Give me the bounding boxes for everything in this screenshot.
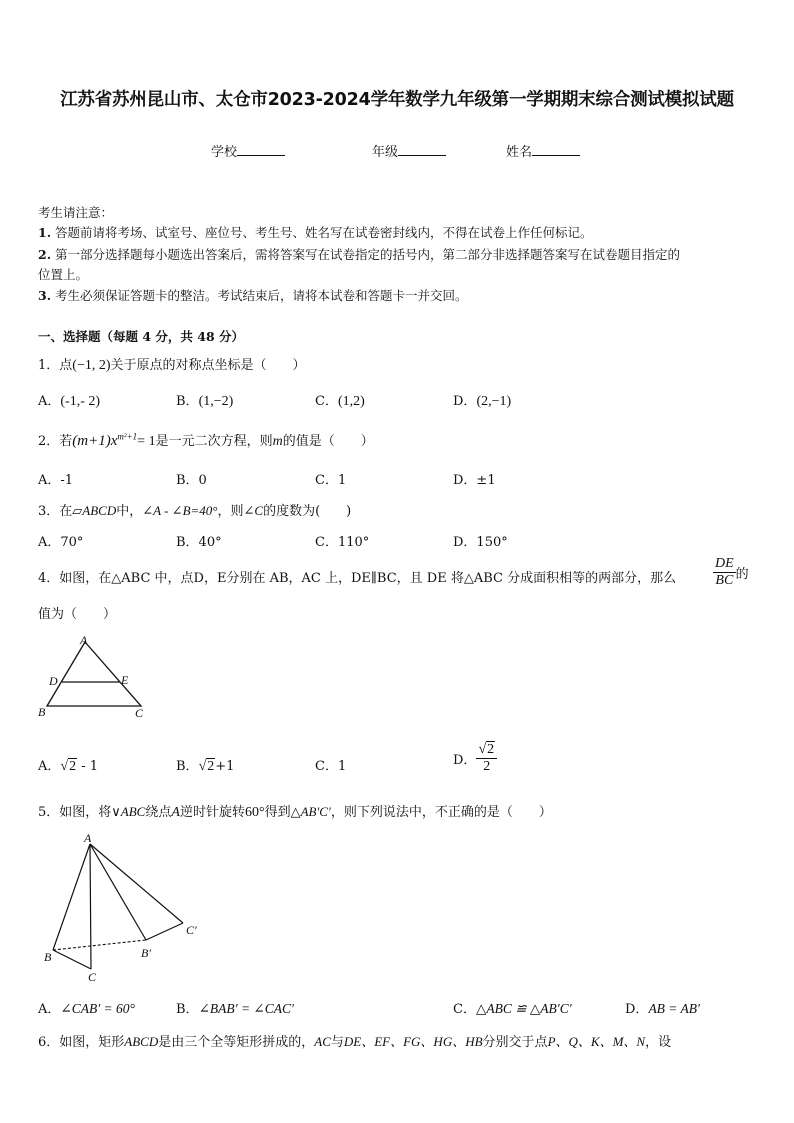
label-e: E <box>121 673 129 687</box>
q4-fraction: $\frac{DE}{BC}$ 的 <box>715 556 749 588</box>
question-4: 4．如图，在△ABC 中，点D，E分别在 AB，AC 上，DE∥BC，且 DE 将△ABC 分成面积相等的两部分，那么 <box>38 571 677 586</box>
school-field[interactable] <box>211 141 285 160</box>
label-c-prime: C′ <box>186 923 197 937</box>
q3-option-a[interactable]: A．70° <box>38 535 84 550</box>
label-d: D <box>49 674 58 688</box>
question-2: 2．若$(m+1)x^{m^2+1}= 1$是一元二次方程，则m的值是（ ） <box>38 431 374 449</box>
q5-rotation-figure <box>36 830 206 988</box>
label-b: B <box>38 705 46 719</box>
q2-option-d[interactable]: D．±1 <box>453 473 496 488</box>
q4-triangle-figure <box>30 632 160 724</box>
q1-option-b[interactable]: B．(1,−2) <box>176 394 234 409</box>
label-b: B <box>44 950 52 964</box>
notice-item: 3. 考生必须保证答题卡的整洁。考试结束后，请将本试卷和答题卡一并交回。 <box>38 288 468 303</box>
grade-blank[interactable] <box>398 143 446 156</box>
question-4-line2: 值为（ ） <box>38 607 117 622</box>
label-c: C <box>88 970 97 984</box>
segment-ab-prime <box>90 844 146 940</box>
q4-option-d[interactable]: D． $\frac{√2}{2}$ <box>453 742 497 775</box>
section-heading: 一、选择题（每题 4 分，共 48 分） <box>38 329 245 344</box>
q1-option-a[interactable]: A．(-1,- 2) <box>38 394 101 409</box>
notice-item: 2. 第一部分选择题每小题选出答案后，需将答案写在试卷指定的括号内，第二部分非选择题答案写在试卷题目指定的 <box>38 247 681 262</box>
segment-ac <box>90 844 91 969</box>
segment-ac-prime <box>90 844 183 923</box>
question-5: 5．如图，将∨ABC绕点A逆时针旋转60°得到△AB′C′，则下列说法中，不正确的是（ ） <box>38 804 552 820</box>
grade-field[interactable] <box>372 141 446 160</box>
question-3: 3．在▱ABCD中，∠A - ∠B=40°，则∠C的度数为( ) <box>38 503 352 519</box>
q1-option-c[interactable]: C．(1,2) <box>315 394 365 409</box>
page-title: 江苏省苏州昆山市、太仓市2023-2024学年数学九年级第一学期期末综合测试模拟试题 <box>60 90 734 110</box>
q1-option-d[interactable]: D．(2,−1) <box>453 394 512 409</box>
question-6: 6．如图，矩形ABCD是由三个全等矩形拼成的，AC与DE、EF、FG、HG、HB分别交于点P、Q、K、M、N，设 <box>38 1034 672 1050</box>
school-blank[interactable] <box>237 143 285 156</box>
q2-option-b[interactable]: B．0 <box>176 473 207 488</box>
name-field[interactable] <box>506 141 580 160</box>
q4-option-c[interactable]: C．1 <box>315 759 347 774</box>
q4-option-a[interactable]: A．√2 - 1 <box>38 759 99 774</box>
grade-label: 年级 <box>372 145 399 160</box>
q5-option-a[interactable]: A．∠CAB′ = 60° <box>38 1001 135 1017</box>
q4-option-b[interactable]: B．√2+1 <box>176 759 235 774</box>
q3-option-d[interactable]: D．150° <box>453 535 508 550</box>
q5-option-c[interactable]: C．△ABC ≌ △AB′C′ <box>453 1001 572 1017</box>
q5-option-b[interactable]: B．∠BAB′ = ∠CAC′ <box>176 1001 294 1017</box>
label-c: C <box>135 706 144 720</box>
school-label: 学校 <box>211 145 238 160</box>
q2-option-c[interactable]: C．1 <box>315 473 347 488</box>
notice-heading: 考生请注意： <box>38 205 114 220</box>
segment-bc <box>53 950 91 969</box>
name-label: 姓名 <box>506 145 533 160</box>
name-blank[interactable] <box>532 143 580 156</box>
segment-bb-prime-dashed <box>53 940 146 950</box>
q3-option-c[interactable]: C．110° <box>315 535 370 550</box>
question-1: 1．点(−1, 2)关于原点的对称点坐标是（ ） <box>38 358 306 373</box>
label-b-prime: B′ <box>141 946 151 960</box>
label-a: A <box>84 831 92 845</box>
notice-item: 位置上。 <box>38 267 89 282</box>
notice-item: 1. 答题前请将考场、试室号、座位号、考生号、姓名写在试卷密封线内，不得在试卷上作任何标记。 <box>38 225 593 240</box>
label-a: A <box>80 633 88 647</box>
segment-ab <box>53 844 90 950</box>
q3-option-b[interactable]: B．40° <box>176 535 222 550</box>
q5-option-d[interactable]: D．AB = AB′ <box>625 1001 700 1017</box>
q2-option-a[interactable]: A．-1 <box>38 473 74 488</box>
segment-b-prime-c-prime <box>146 923 183 940</box>
